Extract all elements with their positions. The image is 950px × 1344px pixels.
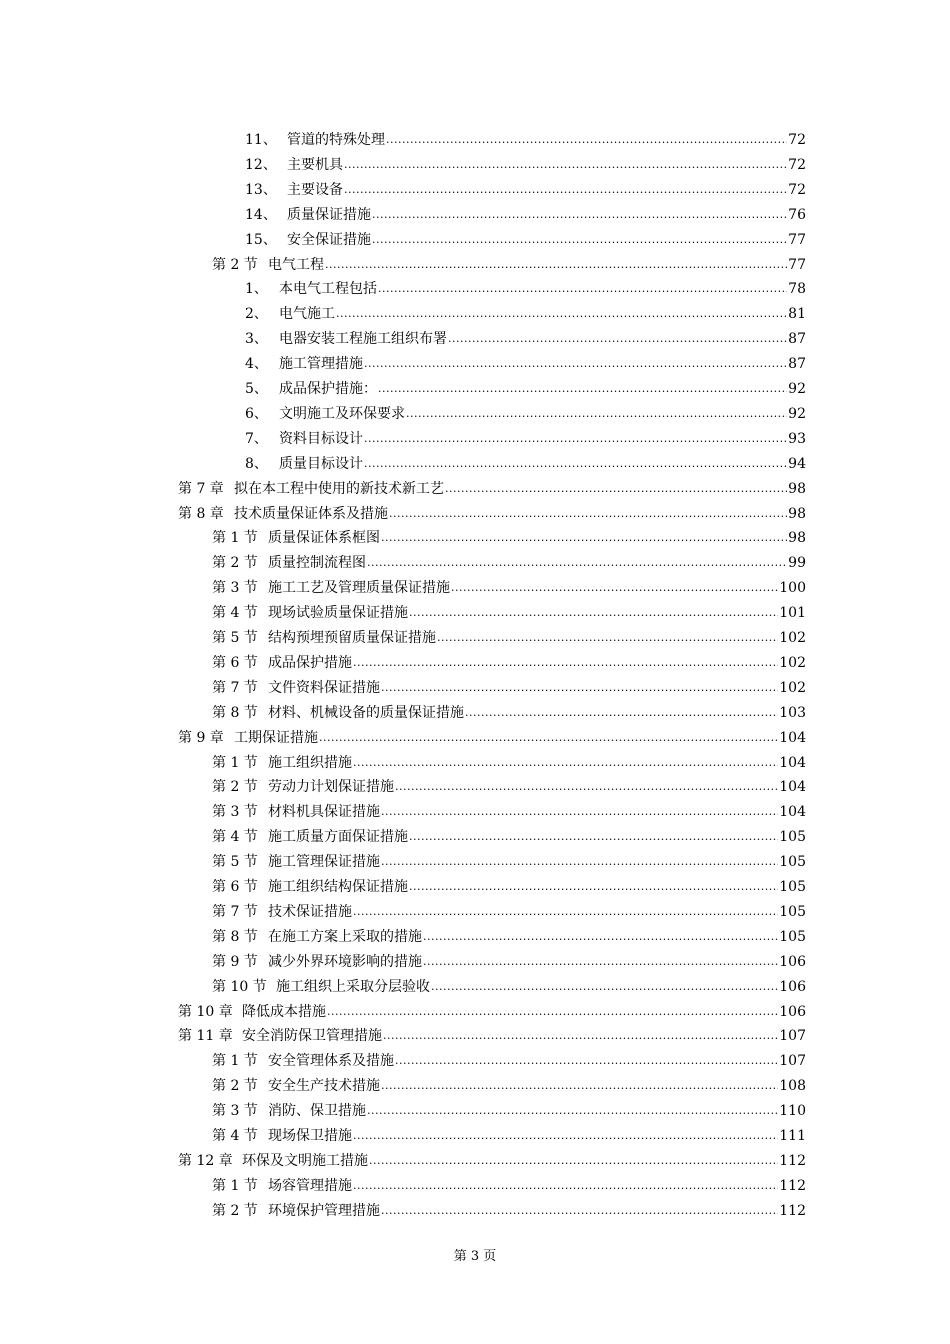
toc-entry-page-number: 72 bbox=[788, 157, 806, 173]
toc-entry-title: 施工工艺及管理质量保证措施 bbox=[268, 580, 450, 596]
toc-entry[interactable] bbox=[212, 847, 806, 871]
toc-entry-title: 现场试验质量保证措施 bbox=[268, 605, 408, 621]
toc-entry[interactable] bbox=[245, 349, 806, 373]
toc-entry[interactable] bbox=[212, 947, 806, 971]
toc-entry-page-number: 72 bbox=[788, 182, 806, 198]
toc-entry[interactable] bbox=[178, 1021, 806, 1045]
toc-entry-title: 施工管理保证措施 bbox=[268, 854, 380, 870]
toc-entry-number: 第 6 节 bbox=[212, 879, 258, 895]
toc-dot-leader bbox=[465, 706, 778, 720]
toc-entry-number: 第 3 节 bbox=[212, 804, 258, 820]
toc-entry[interactable] bbox=[212, 673, 806, 697]
toc-entry[interactable] bbox=[212, 872, 806, 896]
toc-entry[interactable] bbox=[245, 125, 806, 149]
toc-entry-page-number: 104 bbox=[779, 755, 806, 771]
toc-entry-number: 第 3 节 bbox=[212, 1103, 258, 1119]
toc-dot-leader bbox=[409, 830, 778, 844]
toc-entry-page-number: 108 bbox=[779, 1078, 806, 1094]
toc-dot-leader bbox=[353, 905, 778, 919]
toc-entry-page-number: 104 bbox=[779, 804, 806, 820]
toc-entry-title: 质量控制流程图 bbox=[268, 555, 366, 571]
toc-entry[interactable] bbox=[212, 623, 806, 647]
toc-entry-page-number: 106 bbox=[779, 979, 806, 995]
toc-entry-title: 技术保证措施 bbox=[268, 904, 352, 920]
toc-entry-page-number: 87 bbox=[788, 331, 806, 347]
toc-entry-title: 减少外界环境影响的措施 bbox=[268, 954, 422, 970]
toc-entry-page-number: 106 bbox=[779, 954, 806, 970]
toc-entry-page-number: 102 bbox=[779, 655, 806, 671]
toc-dot-leader bbox=[364, 357, 787, 371]
toc-entry[interactable] bbox=[245, 200, 806, 224]
toc-dot-leader bbox=[372, 233, 787, 247]
toc-entry-title: 质量目标设计 bbox=[279, 456, 363, 472]
toc-dot-leader bbox=[319, 731, 778, 745]
toc-entry-title: 现场保卫措施 bbox=[268, 1128, 352, 1144]
toc-entry-page-number: 111 bbox=[779, 1128, 806, 1144]
toc-entry[interactable] bbox=[245, 150, 806, 174]
toc-entry-page-number: 102 bbox=[779, 630, 806, 646]
toc-entry-page-number: 98 bbox=[788, 530, 806, 546]
toc-entry-page-number: 105 bbox=[779, 879, 806, 895]
toc-entry-title: 文明施工及环保要求 bbox=[279, 406, 405, 422]
toc-entry[interactable] bbox=[245, 225, 806, 249]
toc-entry-number: 第 1 节 bbox=[212, 530, 258, 546]
toc-entry-page-number: 78 bbox=[788, 281, 806, 297]
toc-entry-title: 电气工程 bbox=[268, 257, 324, 273]
toc-entry-number: 3、 bbox=[245, 331, 268, 347]
toc-entry[interactable] bbox=[212, 1121, 806, 1145]
toc-dot-leader bbox=[378, 382, 787, 396]
toc-entry-page-number: 93 bbox=[788, 431, 806, 447]
toc-entry-page-number: 98 bbox=[788, 506, 806, 522]
toc-entry[interactable] bbox=[245, 175, 806, 199]
toc-entry-page-number: 107 bbox=[779, 1028, 806, 1044]
toc-entry-page-number: 87 bbox=[788, 356, 806, 372]
toc-entry-number: 第 3 节 bbox=[212, 580, 258, 596]
toc-entry[interactable] bbox=[212, 1171, 806, 1195]
toc-entry[interactable] bbox=[212, 598, 806, 622]
toc-entry[interactable] bbox=[178, 997, 806, 1021]
toc-entry-title: 在施工方案上采取的措施 bbox=[268, 929, 422, 945]
toc-dot-leader bbox=[395, 780, 778, 794]
toc-entry-title: 安全生产技术措施 bbox=[268, 1078, 380, 1094]
toc-entry[interactable] bbox=[245, 299, 806, 323]
toc-entry-page-number: 92 bbox=[788, 381, 806, 397]
toc-entry-page-number: 105 bbox=[779, 854, 806, 870]
toc-entry-title: 技术质量保证体系及措施 bbox=[234, 506, 388, 522]
toc-entry-number: 第 2 节 bbox=[212, 779, 258, 795]
toc-dot-leader bbox=[367, 556, 787, 570]
toc-entry-number: 1、 bbox=[245, 281, 268, 297]
toc-entry-title: 施工组织上采取分层验收 bbox=[276, 979, 430, 995]
toc-entry-title: 电气施工 bbox=[279, 306, 335, 322]
toc-entry-title: 施工组织措施 bbox=[268, 755, 352, 771]
toc-entry[interactable] bbox=[212, 748, 806, 772]
toc-entry-page-number: 106 bbox=[779, 1004, 806, 1020]
toc-entry-title: 劳动力计划保证措施 bbox=[268, 779, 394, 795]
toc-entry-number: 7、 bbox=[245, 431, 268, 447]
toc-entry-number: 8、 bbox=[245, 456, 268, 472]
toc-dot-leader bbox=[344, 183, 787, 197]
toc-dot-leader bbox=[445, 482, 787, 496]
toc-dot-leader bbox=[378, 282, 787, 296]
toc-entry[interactable] bbox=[212, 548, 806, 572]
toc-entry-number: 第 2 节 bbox=[212, 257, 258, 273]
toc-entry[interactable] bbox=[212, 897, 806, 921]
toc-entry-page-number: 112 bbox=[779, 1203, 806, 1219]
toc-entry-title: 降低成本措施 bbox=[242, 1004, 326, 1020]
toc-entry[interactable] bbox=[245, 399, 806, 423]
toc-entry-number: 第 2 节 bbox=[212, 555, 258, 571]
toc-entry-number: 第 10 节 bbox=[212, 979, 267, 995]
toc-entry-page-number: 101 bbox=[779, 605, 806, 621]
toc-dot-leader bbox=[431, 980, 778, 994]
toc-dot-leader bbox=[325, 258, 787, 272]
toc-dot-leader bbox=[423, 955, 778, 969]
toc-entry-number: 第 9 章 bbox=[178, 730, 224, 746]
toc-entry-page-number: 110 bbox=[779, 1103, 806, 1119]
toc-dot-leader bbox=[353, 756, 778, 770]
toc-entry[interactable] bbox=[212, 1196, 806, 1220]
toc-entry-title: 消防、保卫措施 bbox=[268, 1103, 366, 1119]
toc-entry-title: 安全保证措施 bbox=[287, 232, 371, 248]
toc-entry[interactable] bbox=[212, 972, 806, 996]
toc-entry-page-number: 112 bbox=[779, 1178, 806, 1194]
toc-dot-leader bbox=[367, 1104, 778, 1118]
toc-entry-title: 主要设备 bbox=[287, 182, 343, 198]
toc-entry[interactable] bbox=[212, 772, 806, 796]
toc-entry-number: 4、 bbox=[245, 356, 268, 372]
toc-dot-leader bbox=[381, 855, 778, 869]
toc-entry-number: 第 7 章 bbox=[178, 481, 224, 497]
toc-entry-title: 工期保证措施 bbox=[234, 730, 318, 746]
toc-entry-title: 施工质量方面保证措施 bbox=[268, 829, 408, 845]
toc-entry-number: 5、 bbox=[245, 381, 268, 397]
toc-entry-page-number: 92 bbox=[788, 406, 806, 422]
toc-entry-title: 环境保护管理措施 bbox=[268, 1203, 380, 1219]
toc-entry-page-number: 72 bbox=[788, 132, 806, 148]
toc-entry-page-number: 104 bbox=[779, 779, 806, 795]
toc-entry-title: 环保及文明施工措施 bbox=[242, 1153, 368, 1169]
toc-entry-title: 成品保护措施 bbox=[268, 655, 352, 671]
toc-dot-leader bbox=[372, 208, 787, 222]
toc-entry-page-number: 77 bbox=[788, 257, 806, 273]
toc-entry-page-number: 102 bbox=[779, 680, 806, 696]
toc-dot-leader bbox=[437, 631, 778, 645]
toc-entry-page-number: 76 bbox=[788, 207, 806, 223]
toc-entry-number: 13、 bbox=[245, 182, 277, 198]
toc-dot-leader bbox=[386, 133, 787, 147]
toc-entry-page-number: 98 bbox=[788, 481, 806, 497]
toc-entry-page-number: 112 bbox=[779, 1153, 806, 1169]
toc-entry-number: 第 8 节 bbox=[212, 705, 258, 721]
toc-dot-leader bbox=[451, 581, 778, 595]
toc-entry[interactable] bbox=[212, 1046, 806, 1070]
toc-entry[interactable] bbox=[212, 1071, 806, 1095]
toc-entry-number: 第 4 节 bbox=[212, 829, 258, 845]
toc-dot-leader bbox=[395, 1054, 778, 1068]
toc-dot-leader bbox=[364, 432, 787, 446]
toc-entry[interactable] bbox=[178, 1146, 806, 1170]
toc-entry-page-number: 77 bbox=[788, 232, 806, 248]
toc-entry-title: 施工管理措施 bbox=[279, 356, 363, 372]
toc-entry[interactable] bbox=[245, 324, 806, 348]
toc-entry-number: 14、 bbox=[245, 207, 277, 223]
toc-entry-title: 管道的特殊处理 bbox=[287, 132, 385, 148]
toc-entry-title: 场容管理措施 bbox=[268, 1178, 352, 1194]
toc-entry-page-number: 105 bbox=[779, 929, 806, 945]
toc-entry-title: 质量保证体系框图 bbox=[268, 530, 380, 546]
toc-entry-title: 本电气工程包括 bbox=[279, 281, 377, 297]
toc-entry-page-number: 104 bbox=[779, 730, 806, 746]
toc-entry-number: 2、 bbox=[245, 306, 268, 322]
toc-entry-number: 第 7 节 bbox=[212, 904, 258, 920]
toc-dot-leader bbox=[353, 656, 778, 670]
toc-entry[interactable] bbox=[245, 449, 806, 473]
toc-entry[interactable] bbox=[212, 523, 806, 547]
toc-entry[interactable] bbox=[212, 822, 806, 846]
toc-dot-leader bbox=[409, 880, 778, 894]
toc-entry-page-number: 107 bbox=[779, 1053, 806, 1069]
toc-entry[interactable] bbox=[212, 1096, 806, 1120]
toc-entry-number: 第 12 章 bbox=[178, 1153, 233, 1169]
toc-dot-leader bbox=[369, 1154, 778, 1168]
toc-entry[interactable] bbox=[212, 797, 806, 821]
toc-entry-number: 第 1 节 bbox=[212, 755, 258, 771]
toc-dot-leader bbox=[406, 407, 787, 421]
toc-entry-title: 电器安装工程施工组织布署 bbox=[279, 331, 447, 347]
toc-entry-title: 材料、机械设备的质量保证措施 bbox=[268, 705, 464, 721]
toc-dot-leader bbox=[364, 457, 787, 471]
toc-entry[interactable] bbox=[178, 499, 806, 523]
toc-entry-number: 12、 bbox=[245, 157, 277, 173]
toc-entry[interactable] bbox=[178, 474, 806, 498]
toc-entry-number: 第 9 节 bbox=[212, 954, 258, 970]
toc-entry-title: 主要机具 bbox=[287, 157, 343, 173]
toc-entry-title: 成品保护措施： bbox=[279, 381, 377, 397]
toc-entry-number: 第 5 节 bbox=[212, 630, 258, 646]
toc-entry-title: 结构预埋预留质量保证措施 bbox=[268, 630, 436, 646]
toc-entry-number: 第 10 章 bbox=[178, 1004, 233, 1020]
toc-entry-page-number: 99 bbox=[788, 555, 806, 571]
toc-entry-number: 6、 bbox=[245, 406, 268, 422]
toc-dot-leader bbox=[353, 1179, 778, 1193]
toc-dot-leader bbox=[381, 1204, 778, 1218]
toc-entry-number: 第 8 章 bbox=[178, 506, 224, 522]
toc-entry-title: 施工组织结构保证措施 bbox=[268, 879, 408, 895]
toc-entry-number: 11、 bbox=[245, 132, 277, 148]
toc-entry-title: 资料目标设计 bbox=[279, 431, 363, 447]
toc-entry[interactable] bbox=[212, 698, 806, 722]
toc-dot-leader bbox=[409, 606, 778, 620]
page-footer: 第 3 页 bbox=[453, 1249, 497, 1264]
toc-dot-leader bbox=[448, 332, 787, 346]
toc-entry[interactable] bbox=[212, 648, 806, 672]
toc-entry-title: 安全管理体系及措施 bbox=[268, 1053, 394, 1069]
toc-entry-number: 第 2 节 bbox=[212, 1078, 258, 1094]
toc-entry-title: 拟在本工程中使用的新技术新工艺 bbox=[234, 481, 444, 497]
toc-entry-page-number: 103 bbox=[779, 705, 806, 721]
toc-entry-page-number: 105 bbox=[779, 829, 806, 845]
toc-entry-number: 第 4 节 bbox=[212, 1128, 258, 1144]
toc-entry[interactable] bbox=[212, 250, 806, 274]
toc-dot-leader bbox=[389, 507, 787, 521]
toc-dot-leader bbox=[381, 531, 787, 545]
toc-entry-page-number: 94 bbox=[788, 456, 806, 472]
toc-entry-number: 第 4 节 bbox=[212, 605, 258, 621]
toc-dot-leader bbox=[381, 805, 778, 819]
toc-entry-title: 材料机具保证措施 bbox=[268, 804, 380, 820]
toc-entry[interactable] bbox=[212, 922, 806, 946]
toc-entry-number: 第 11 章 bbox=[178, 1028, 233, 1044]
toc-entry-number: 第 2 节 bbox=[212, 1203, 258, 1219]
toc-entry-title: 安全消防保卫管理措施 bbox=[242, 1028, 382, 1044]
toc-dot-leader bbox=[381, 1079, 778, 1093]
toc-entry-number: 第 7 节 bbox=[212, 680, 258, 696]
toc-entry[interactable] bbox=[178, 723, 806, 747]
toc-entry[interactable] bbox=[245, 424, 806, 448]
toc-entry-number: 15、 bbox=[245, 232, 277, 248]
toc-dot-leader bbox=[327, 1005, 778, 1019]
toc-entry-number: 第 8 节 bbox=[212, 929, 258, 945]
toc-entry-page-number: 100 bbox=[779, 580, 806, 596]
toc-entry[interactable] bbox=[212, 573, 806, 597]
toc-dot-leader bbox=[353, 1129, 778, 1143]
toc-entry-title: 质量保证措施 bbox=[287, 207, 371, 223]
toc-entry-title: 文件资料保证措施 bbox=[268, 680, 380, 696]
toc-entry-number: 第 1 节 bbox=[212, 1053, 258, 1069]
toc-dot-leader bbox=[344, 158, 787, 172]
toc-entry-number: 第 1 节 bbox=[212, 1178, 258, 1194]
toc-entry-page-number: 81 bbox=[788, 306, 806, 322]
toc-entry[interactable] bbox=[245, 274, 806, 298]
toc-entry-number: 第 6 节 bbox=[212, 655, 258, 671]
toc-dot-leader bbox=[381, 681, 778, 695]
toc-dot-leader bbox=[423, 930, 778, 944]
toc-entry-number: 第 5 节 bbox=[212, 854, 258, 870]
toc-dot-leader bbox=[336, 307, 787, 321]
toc-entry[interactable] bbox=[245, 374, 806, 398]
toc-entry-page-number: 105 bbox=[779, 904, 806, 920]
toc-dot-leader bbox=[383, 1029, 778, 1043]
